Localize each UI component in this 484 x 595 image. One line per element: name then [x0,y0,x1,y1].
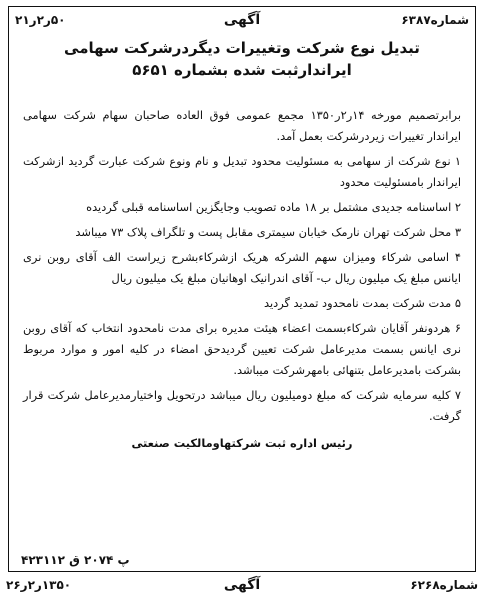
notice-body [23,105,461,454]
item-3: ۳ محل شرکت تهران نارمک خیابان سیمتری مقابل پست و تلگراف پلاک ۷۳ میباشد [75,225,461,239]
footer-code: پ ۲۰۷۴ ق ۴۲۳۱۱۲ [21,553,130,567]
item-2: ۲ اساسنامه جدیدی مشتمل بر ۱۸ ماده تصویب وجایگزین اساسنامه قبلی گردیده [86,200,461,214]
next-notice-header [0,576,484,594]
notice-box [8,6,476,572]
intro-paragraph: برابرتصمیم مورخه ۱۴ر۲ر۱۳۵۰ مجمع عمومی فوق العاده صاحبان سهام شرکت سهامی ایراندار تغییرات زیردرشرکت بعمل آمد. [23,108,461,143]
next-notice-label: آگهی [223,577,261,593]
headline-line-1: تبدیل نوع شرکت وتغییرات دیگردرشرکت سهامی [64,39,420,57]
signature-line: رئیس اداره ثبت شرکتهاومالکیت صنعتی [131,436,353,450]
notice-date: ۵۰ر۲ر۲۱ [15,13,66,27]
item-1: ۱ نوع شرکت از سهامی به مسئولیت محدود تبدیل و نام ونوع شرکت عبارت گردید ازشرکت ایراندار بامسئولیت محدود [23,154,461,189]
next-notice-date: ۱۳۵۰ر۲ر۲۶ [6,578,72,592]
item-5: ۵ مدت شرکت بمدت نامحدود تمدید گردید [263,296,461,310]
notice-label: آگهی [223,12,261,28]
next-notice-number: شماره۶۲۶۸ [410,578,478,592]
item-6: ۶ هردونفر آقایان شرکاءبسمت اعضاء هیئت مدیره برای مدت نامحدود انتخاب که آقای روبن نری ایانس بسمت مدیرعامل شرکت تعیین گردیدحق امضاء در کلیه امور و موارد مربوط بشرکت بامدیرعامل بتنهائی بامهرشرکت میباشد. [23,321,461,377]
notice-headline [17,37,467,81]
notice-header [9,11,475,29]
item-7: ۷ کلیه سرمایه شرکت که مبلغ دومیلیون ریال میباشد درتحویل واختیارمدیرعامل شرکت قرار گرفت. [23,388,461,423]
item-4: ۴ اسامی شرکاء ومیزان سهم الشرکه هریک ازشرکاءبشرح زیراست الف آقای روبن نری ایانس مبلغ یک میلیون ریال ب- آقای اندرانیک اوهانیان مبلغ یک میلیون ریال [23,250,461,285]
notice-number: شماره۶۳۸۷ [401,13,469,27]
headline-line-2: ایراندارثبت شده بشماره ۵۶۵۱ [132,61,352,79]
